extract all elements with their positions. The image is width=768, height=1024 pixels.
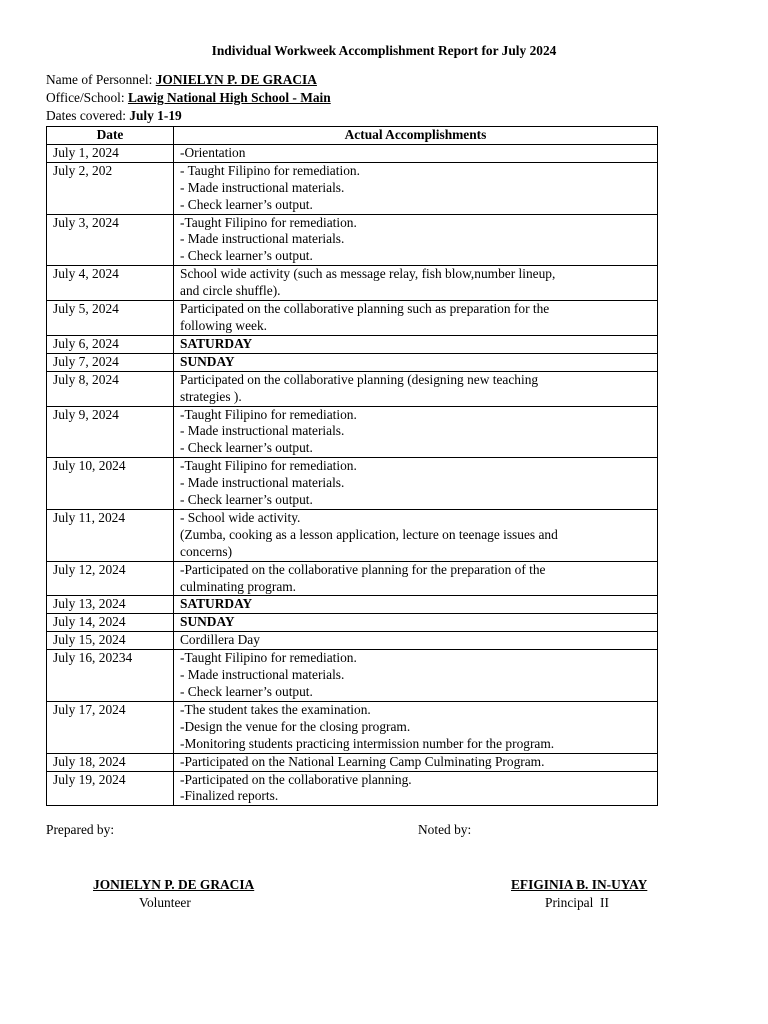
table-row bbox=[47, 144, 658, 162]
approver-name: EFIGINIA B. IN-UYAY bbox=[511, 877, 648, 892]
table-row bbox=[47, 509, 658, 561]
accomplishment-line: - Check learner’s output. bbox=[180, 492, 313, 508]
office-line bbox=[46, 89, 331, 106]
personnel-label: Name of Personnel: bbox=[46, 72, 156, 87]
row-date: July 10, 2024 bbox=[47, 458, 174, 510]
row-accomplishments bbox=[174, 561, 658, 596]
row-date: July 3, 2024 bbox=[47, 214, 174, 266]
table-header-row bbox=[47, 127, 658, 145]
row-accomplishments bbox=[174, 371, 658, 406]
row-accomplishments bbox=[174, 509, 658, 561]
table-row bbox=[47, 596, 658, 614]
report-title: Individual Workweek Accomplishment Report for July 2024 bbox=[211, 43, 557, 58]
accomplishment-line: - Check learner’s output. bbox=[180, 684, 313, 699]
row-accomplishments bbox=[174, 353, 658, 371]
accomplishment-line: -Monitoring students practicing intermission number for the program. bbox=[180, 735, 555, 751]
accomplishment-line: -Taught Filipino for remediation. bbox=[180, 406, 357, 422]
accomplishment-line: culminating program. bbox=[180, 578, 297, 594]
accomplishment-line: - Made instructional materials. bbox=[180, 231, 345, 247]
dates-value: July 1-19 bbox=[129, 108, 182, 123]
row-date: July 7, 2024 bbox=[47, 353, 174, 371]
row-accomplishments bbox=[174, 596, 658, 614]
table-row bbox=[47, 753, 658, 771]
row-date: July 15, 2024 bbox=[47, 632, 174, 650]
date-column-header: Date bbox=[47, 127, 174, 145]
table-row bbox=[47, 266, 658, 301]
accomplishment-line: strategies ). bbox=[180, 388, 242, 404]
row-accomplishments bbox=[174, 650, 658, 702]
accomplishment-line: Participated on the collaborative planning (designing new teaching bbox=[180, 371, 539, 387]
accomplishment-line: - School wide activity. bbox=[180, 509, 301, 525]
table-row bbox=[47, 650, 658, 702]
row-date: July 14, 2024 bbox=[47, 614, 174, 632]
row-date: July 17, 2024 bbox=[47, 701, 174, 753]
table-row bbox=[47, 458, 658, 510]
prepared-by-label: Prepared by: bbox=[46, 822, 115, 837]
table-row bbox=[47, 614, 658, 632]
accomplishment-line: SUNDAY bbox=[180, 614, 235, 630]
accomplishment-line: -Taught Filipino for remediation. bbox=[180, 458, 357, 474]
row-date: July 12, 2024 bbox=[47, 561, 174, 596]
table-row bbox=[47, 214, 658, 266]
accomplishment-line: - Made instructional materials. bbox=[180, 423, 345, 439]
preparer-position: Volunteer bbox=[139, 895, 191, 910]
accomplishment-line: School wide activity (such as message relay, fish blow,number lineup, bbox=[180, 266, 556, 282]
accomplishment-line: following week. bbox=[180, 317, 268, 333]
row-date: July 8, 2024 bbox=[47, 371, 174, 406]
table-row bbox=[47, 371, 658, 406]
preparer-name: JONIELYN P. DE GRACIA bbox=[93, 877, 255, 892]
table-row bbox=[47, 771, 658, 806]
accomplishment-line: - Check learner’s output. bbox=[180, 248, 313, 264]
table-row bbox=[47, 162, 658, 214]
row-accomplishments bbox=[174, 458, 658, 510]
accomplishment-line: Participated on the collaborative planning such as preparation for the bbox=[180, 301, 550, 317]
table-row bbox=[47, 701, 658, 753]
accomplishment-line: - Check learner’s output. bbox=[180, 440, 313, 456]
row-date: July 18, 2024 bbox=[47, 753, 174, 771]
row-accomplishments bbox=[174, 144, 658, 162]
table-row bbox=[47, 406, 658, 458]
accomplishment-line: concerns) bbox=[180, 543, 233, 559]
row-accomplishments bbox=[174, 301, 658, 336]
accomplishment-line: -Taught Filipino for remediation. bbox=[180, 650, 357, 666]
table-row bbox=[47, 353, 658, 371]
row-date: July 4, 2024 bbox=[47, 266, 174, 301]
table-row bbox=[47, 632, 658, 650]
office-label: Office/School: bbox=[46, 90, 128, 105]
office-name: Lawig National High School - Main bbox=[127, 90, 331, 105]
row-date: July 11, 2024 bbox=[47, 509, 174, 561]
table-body bbox=[47, 144, 658, 805]
accomplishment-line: SATURDAY bbox=[180, 596, 253, 612]
accomplishment-line: SUNDAY bbox=[180, 353, 235, 369]
accomplishment-line: -Orientation bbox=[180, 144, 246, 160]
table-row bbox=[47, 561, 658, 596]
accomplishment-line: - Taught Filipino for remediation. bbox=[180, 162, 360, 178]
row-date: July 19, 2024 bbox=[47, 771, 174, 806]
accomplishment-line: -Design the venue for the closing program. bbox=[180, 718, 411, 734]
accomplishment-line: - Made instructional materials. bbox=[180, 179, 345, 195]
accomplishment-line: Cordillera Day bbox=[180, 632, 260, 648]
noted-by-label: Noted by: bbox=[418, 822, 472, 837]
row-date: July 6, 2024 bbox=[47, 335, 174, 353]
row-accomplishments bbox=[174, 701, 658, 753]
accomplishment-line: -The student takes the examination. bbox=[180, 701, 371, 717]
accomplishment-line: SATURDAY bbox=[180, 335, 253, 351]
row-date: July 2, 202 bbox=[47, 162, 174, 214]
accomplishment-line: - Check learner’s output. bbox=[180, 196, 313, 212]
row-date: July 1, 2024 bbox=[47, 144, 174, 162]
accomplishment-line: and circle shuffle). bbox=[180, 283, 281, 299]
row-date: July 13, 2024 bbox=[47, 596, 174, 614]
accomplishment-line: -Participated on the National Learning Camp Culminating Program. bbox=[180, 753, 545, 769]
accomplishment-line: - Made instructional materials. bbox=[180, 667, 345, 683]
accomplishment-line: -Taught Filipino for remediation. bbox=[180, 214, 357, 230]
row-accomplishments bbox=[174, 335, 658, 353]
accomplishment-line: - Made instructional materials. bbox=[180, 475, 345, 491]
accomplishment-line: (Zumba, cooking as a lesson application, lecture on teenage issues and bbox=[180, 526, 558, 542]
personnel-line bbox=[46, 71, 317, 88]
personnel-name: JONIELYN P. DE GRACIA bbox=[155, 72, 317, 87]
row-date: July 5, 2024 bbox=[47, 301, 174, 336]
accomplishments-column-header: Actual Accomplishments bbox=[174, 127, 658, 145]
dates-label: Dates covered: bbox=[46, 108, 130, 123]
row-date: July 16, 20234 bbox=[47, 650, 174, 702]
accomplishment-table bbox=[46, 126, 658, 806]
row-date: July 9, 2024 bbox=[47, 406, 174, 458]
dates-line bbox=[46, 107, 182, 124]
table-row bbox=[47, 335, 658, 353]
accomplishment-line: -Finalized reports. bbox=[180, 788, 279, 804]
row-accomplishments bbox=[174, 632, 658, 650]
row-accomplishments bbox=[174, 753, 658, 771]
row-accomplishments bbox=[174, 614, 658, 632]
row-accomplishments bbox=[174, 771, 658, 806]
accomplishment-line: -Participated on the collaborative planning for the preparation of the bbox=[180, 561, 546, 577]
row-accomplishments bbox=[174, 406, 658, 458]
row-accomplishments bbox=[174, 162, 658, 214]
accomplishment-line: -Participated on the collaborative planning. bbox=[180, 771, 412, 787]
row-accomplishments bbox=[174, 214, 658, 266]
table-row bbox=[47, 301, 658, 336]
approver-position: Principal II bbox=[545, 895, 609, 910]
row-accomplishments bbox=[174, 266, 658, 301]
